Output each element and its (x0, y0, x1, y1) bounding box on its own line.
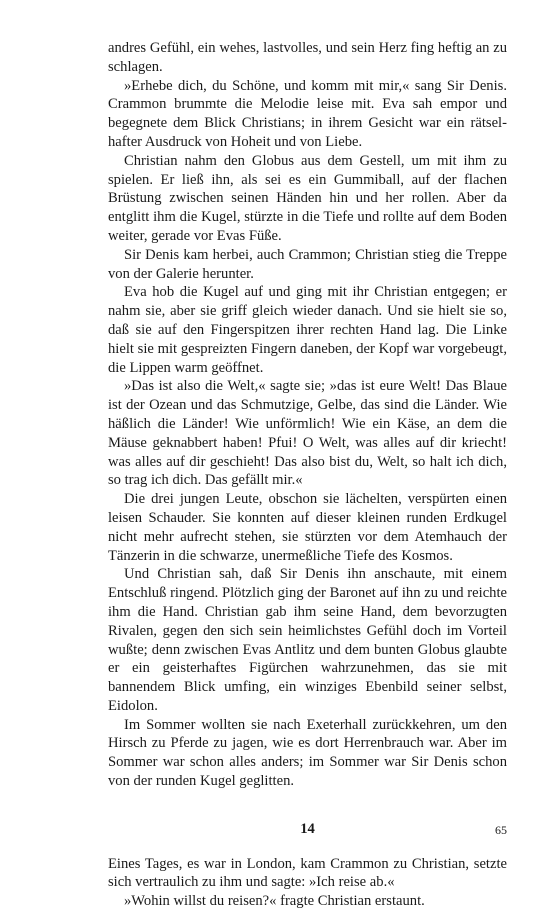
paragraph: »Wohin willst du reisen?« fragte Christian erstaunt. (124, 893, 425, 910)
chapter-heading: 14 (300, 820, 315, 837)
paragraph: Christian nahm den Globus aus dem Gestell, um mit ihm zu spielen. Er ließ ihn, als sei es ein Gummiball, auf der flachen Brüstung zwischen seinen Händen hin und her rollen. Aber da entglitt ihm die Kugel, stürzte in die Tiefe und rollte auf dem Boden weiter, gerade vor Evas Füße. (108, 152, 507, 244)
paragraph: »Erhebe dich, du Schöne, und komm mit mir,« sang Sir Denis. Crammon brummte die Melodie leise mit. Eva sah empor und begegnete dem Blick Christians; in ihrem Gesicht war ein rätselhafter Ausdruck von Hoheit und von Liebe. (108, 77, 507, 150)
text-block-before (108, 39, 507, 791)
paragraph: »Das ist also die Welt,« sagte sie; »das ist eure Welt! Das Blaue ist der Ozean und das Schmutzige, Gelbe, das sind die Länder. Wie häßlich die Länder! Wie unförmlich! Wie ein Käse, an dem die Mäuse geknabbert haben! Pfui! O Welt, was alles auf dir kriecht! was alles auf dir geschieht! Das also bist du, Welt, so halt ich dich, so trag ich dich. Das gefällt mir.« (108, 378, 507, 489)
paragraph: Die drei jungen Leute, obschon sie lächelten, verspürten einen leisen Schauder. Sie konnten auf dieser kleinen runden Erdkugel nicht mehr aufrecht stehen, sie stürzten vor dem Atemhauch der Tänzerin in die schwarze, unermeßliche Tiefe des Kosmos. (108, 491, 507, 564)
book-page (108, 39, 507, 911)
paragraph: Eva hob die Kugel auf und ging mit ihr Christian entgegen; er nahm sie, aber sie griff gleich wieder danach. Und sie hielt sie so, daß sie auf den Fingerspitzen ihrer rechten Hand lag. Die Linke hielt sie mit gespreizten Fingern daneben, der Kopf war vorgebeugt, die Lippen warm geöffnet. (108, 284, 507, 376)
paragraph: Im Sommer wollten sie nach Exeterhall zurückkehren, um den Hirsch zu Pferde zu jagen, wie es dort Herrenbrauch war. Aber im Sommer war schon alles anders; im Sommer war Sir Denis schon von der runden Kugel geglitten. (108, 716, 507, 790)
paragraph: Sir Denis kam herbei, auch Crammon; Christian stieg die Treppe von der Galerie herunter. (108, 246, 507, 282)
paragraph: andres Gefühl, ein wehes, lastvolles, und sein Herz fing heftig an zu schlagen. (108, 40, 507, 75)
paragraph: Und Christian sah, daß Sir Denis ihn anschaute, mit einem Entschluß ringend. Plötzlich ging der Baronet auf ihn zu und reichte ihm die Hand. Christian gab ihm seine Hand, dem bevorzugten Rivalen, gegen den sich sein heimlichstes Gefühl doch im Vorteil wußte; denn zwischen Evas Antlitz und dem bunten Globus glaubte er ein geisterhaftes Figürchen wahrzunehmen, das sie mit bannendem Blick umfing, ein winziges Ebenbild seiner selbst, Eidolon. (108, 566, 507, 714)
page-number: 65 (495, 823, 507, 837)
paragraph: Eines Tages, es war in London, kam Crammon zu Christian, setzte sich vertraulich zu ihm und sagte: »Ich reise ab.« (108, 855, 507, 891)
text-block-after (108, 855, 507, 911)
